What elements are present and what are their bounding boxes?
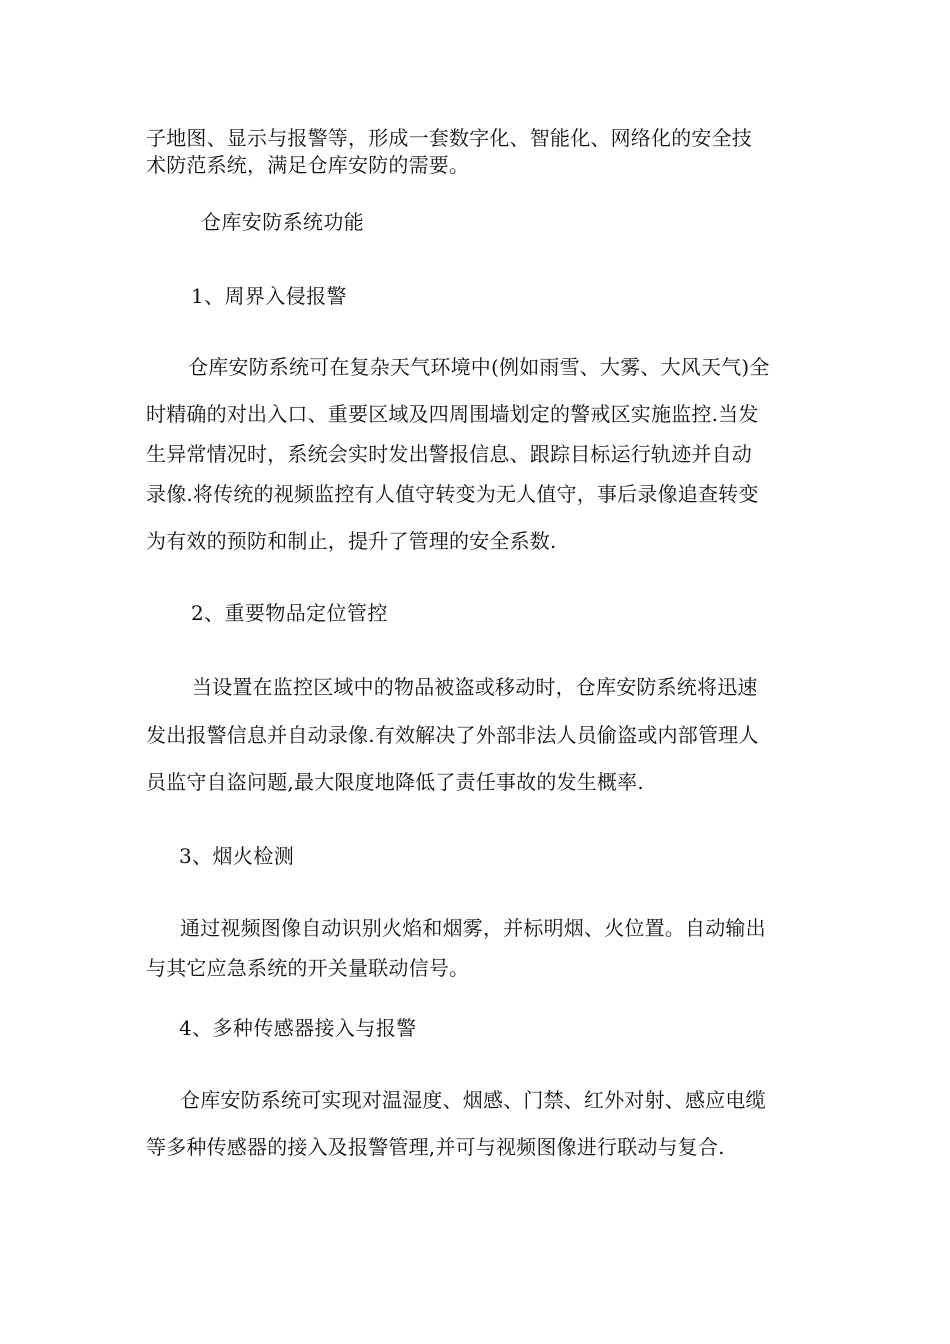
intro-line-1: 子地图、显示与报警等，形成一套数字化、智能化、网络化的安全技 [146,126,752,150]
item-1-line-1: 仓库安防系统可在复杂天气环境中(例如雨雪、大雾、大风天气)全 [188,355,770,379]
item-1-line-2: 时精确的对出入口、重要区域及四周围墙划定的警戒区实施监控.当发 [146,402,759,426]
item-1-line-5: 为有效的预防和制止，提升了管理的安全系数. [146,529,557,553]
item-4-line-2: 等多种传感器的接入及报警管理,并可与视频图像进行联动与复合. [146,1135,725,1159]
item-3-heading: 3、烟火检测 [179,844,295,868]
intro-line-2: 术防范系统，满足仓库安防的需要。 [146,153,470,177]
item-2-line-1: 当设置在监控区域中的物品被盗或移动时，仓库安防系统将迅速 [192,675,758,699]
item-2-line-3: 员监守自盗问题,最大限度地降低了责任事故的发生概率. [146,770,644,794]
item-1-line-4: 录像.将传统的视频监控有人值守转变为无人值守，事后录像追查转变 [146,482,759,506]
item-1-heading: 1、周界入侵报警 [191,284,347,308]
item-4-heading: 4、多种传感器接入与报警 [179,1016,417,1040]
item-3-line-2: 与其它应急系统的开关量联动信号。 [146,956,470,980]
section-title: 仓库安防系统功能 [201,210,365,234]
item-2-line-2: 发出报警信息并自动录像.有效解决了外部非法人员偷盗或内部管理人 [146,723,759,747]
item-1-line-3: 生异常情况时，系统会实时发出警报信息、跟踪目标运行轨迹并自动 [146,442,752,466]
item-3-line-1: 通过视频图像自动识别火焰和烟雾，并标明烟、火位置。自动输出 [180,916,766,940]
item-4-line-1: 仓库安防系统可实现对温湿度、烟感、门禁、红外对射、感应电缆 [180,1088,766,1112]
item-2-heading: 2、重要物品定位管控 [191,601,388,625]
